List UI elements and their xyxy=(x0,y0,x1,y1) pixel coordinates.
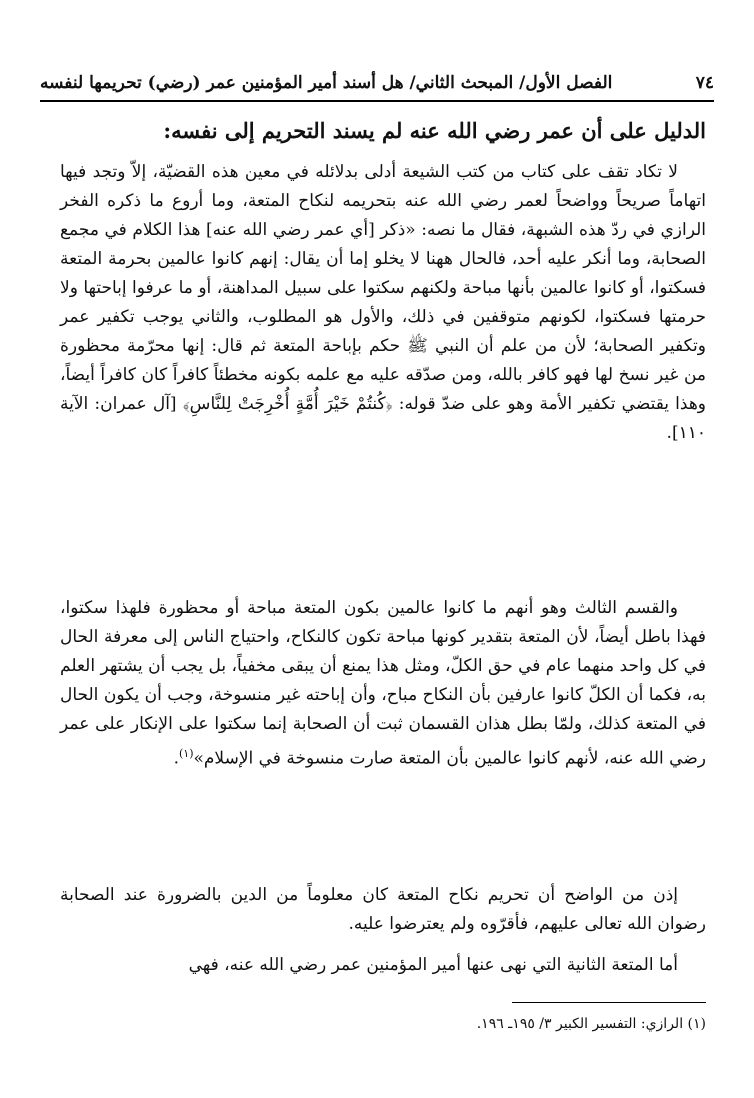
paragraph-3: إذن من الواضح أن تحريم نكاح المتعة كان معلوماً من الدين بالضرورة عند الصحابة رضوان الله تعالى عليهم، فأقرّوه ولم يعترضوا عليه. xyxy=(60,885,706,934)
footnote-reference: (١) xyxy=(178,747,194,760)
header-rule xyxy=(40,100,714,102)
paragraph-1: لا تكاد تقف على كتاب من كتب الشيعة أدلى بدلائله في معين هذه القضيّة، إلاّ وتجد فيها اتهاماً صريحاً وواضحاً لعمر رضي الله عنه بتحريمه لنكاح المتعة، وما أروع ما ذكره الفخر الرازي في ردّ هذه الشبهة، فقال ما نصه: «ذكر [أي عمر رضي الله عنه] هذا الكلام في مجمع الصحابة، وما أنكر عليه أحد، فالحال ههنا لا يخلو إما أن يقال: إنهم كانوا عالمين بحرمة المتعة فسكتوا، أو كانوا عالمين بأنها مباحة ولكنهم سكتوا على سبيل المداهنة، أو ما عرفوا إباحتها ولا حرمتها فسكتوا، لكونهم متوقفين في ذلك، والأول هو المطلوب، والثاني يوجب تكفير عمر وتكفير الصحابة؛ لأن من علم أن النبي ﷺ حكم بإباحة المتعة ثم قال: إنها محرّمة محظورة من غير نسخ لها فهو كافر بالله، ومن صدّقه عليه مع علمه بكونه مخطئاً كافراً كان كافراً أيضاً، وهذا يقتضي تكفير الأمة وهو على ضدّ قوله: ﴿كُنتُمْ خَيْرَ أُمَّةٍ أُخْرِجَتْ لِلنَّاسِ﴾ [آل عمران: الآية ١١٠]. xyxy=(60,162,706,443)
page-header xyxy=(40,66,714,100)
page-number: ٧٤ xyxy=(695,73,714,93)
paragraph-2: والقسم الثالث وهو أنهم ما كانوا عالمين بكون المتعة مباحة أو محظورة فلهذا سكتوا، فهذا باطل أيضاً، لأن المتعة بتقدير كونها مباحة تكون كالنكاح، واحتياج الناس إلى معرفة الحال في كل واحد منهما عام في حق الكلّ، ومثل هذا يمنع أن يبقى مخفياً، بل يجب أن يشتهر العلم به، فكما أن الكلّ كانوا عارفين بأن النكاح مباح، وأن إباحته غير منسوخة، وجب أن يكون الحال في المتعة كذلك، ولمّا بطل هذان القسمان ثبت أن الصحابة إنما سكتوا على الإنكار على عمر رضي الله عنه، لأنهم كانوا عالمين بأن المتعة صارت منسوخة في الإسلام»$^{(١)}$. xyxy=(60,598,706,769)
paragraph-4: أما المتعة الثانية التي نهى عنها أمير المؤمنين عمر رضي الله عنه، فهي xyxy=(188,955,678,975)
running-title: الفصل الأول/ المبحث الثاني/ هل أسند أمير المؤمنين عمر (رضي) تحريمها لنفسه xyxy=(40,73,613,93)
section-title: الدليل على أن عمر رضي الله عنه لم يسند التحريم إلى نفسه: xyxy=(163,118,706,143)
footnote-rule xyxy=(512,1002,706,1003)
footnote: (١) الرازي: التفسير الكبير ٣/ ١٩٥ـ ١٩٦. xyxy=(476,1016,706,1032)
paragraph-2-text: والقسم الثالث وهو أنهم ما كانوا عالمين بكون المتعة مباحة أو محظورة فلهذا سكتوا، فهذا باطل أيضاً، لأن المتعة بتقدير كونها مباحة تكون كالنكاح، واحتياج الناس إلى معرفة الحال في كل واحد منهما عام في حق الكلّ، ومثل هذا يمنع أن يبقى مخفياً، بل يجب أن يشتهر العلم به، فكما أن الكلّ كانوا عارفين بأن النكاح مباح، وأن إباحته غير منسوخة، وجب أن يكون الحال في المتعة كذلك، ولمّا بطل هذان القسمان ثبت أن الصحابة إنما سكتوا على الإنكار على عمر رضي الله عنه، لأنهم كانوا عالمين بأن المتعة صارت منسوخة في الإسلام» xyxy=(60,598,706,769)
